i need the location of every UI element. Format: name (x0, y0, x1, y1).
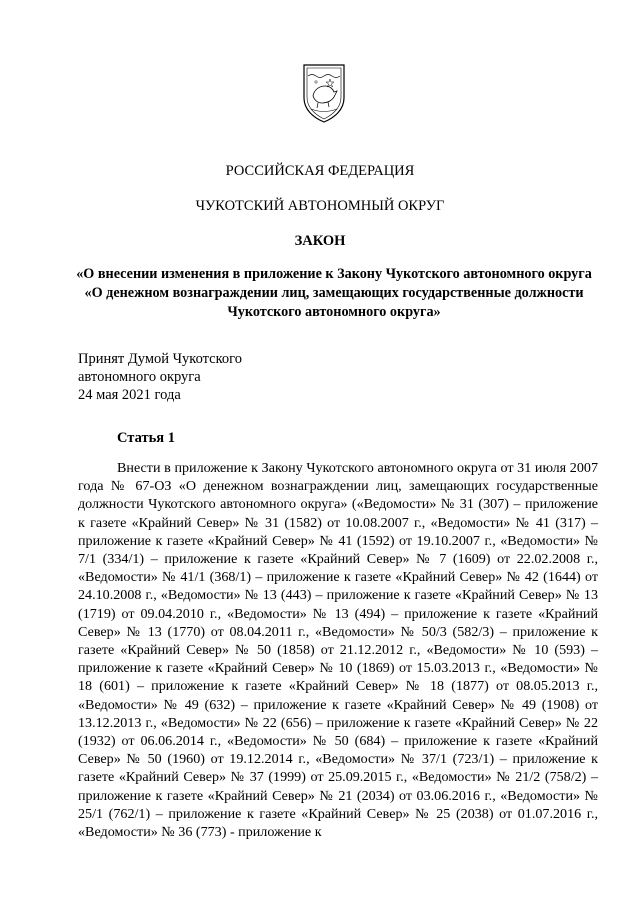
country-heading: РОССИЙСКАЯ ФЕДЕРАЦИЯ (225, 163, 415, 179)
document-type-heading: ЗАКОН (294, 233, 346, 249)
law-title: «О внесении изменения в приложение к Закону Чукотского автономного округа «О денежном вознаграждении лиц, замещающих государственные должности Чукотского автономного округа» (76, 266, 592, 320)
article-body-text: Внести в приложение к Закону Чукотского автономного округа от 31 июля 2007 года № 67-ОЗ «О денежном вознаграждении лиц, замещающих государственные должности Чукотского автономного округа» («Ведомости» № 31 (307) – приложение к газете «Крайний Север» № 31 (1582) от 10.08.2007 г., «Ведомости» № 41 (317) – приложение к газете «Крайний Север» № 41 (1592) от 19.10.2007 г., «Ведомости» № 7/1 (334/1) – приложение к газете «Крайний Север» № 7 (1609) от 22.02.2008 г., «Ведомости» № 41/1 (368/1) – приложение к газете «Крайний Север» № 42 (1644) от 24.10.2008 г., «Ведомости» № 13 (443) – приложение к газете «Крайний Север» № 13 (1719) от 09.04.2010 г., «Ведомости» № 13 (494) – приложение к газете «Крайний Север» № 13 (1770) от 08.04.2011 г., «Ведомости» № 50/3 (582/3) – приложение к газете «Крайний Север» № 50 (1858) от 21.12.2012 г., «Ведомости» № 10 (593) – приложение к газете «Крайний Север» № 10 (1869) от 15.03.2013 г., «Ведомости» № 18 (601) – приложение к газете «Крайний Север» № 18 (1877) от 08.05.2013 г., «Ведомости» № 49 (632) – приложение к газете «Крайний Север» № 49 (1908) от 13.12.2013 г., «Ведомости» № 22 (656) – приложение к газете «Крайний Север» № 22 (1932) от 06.06.2014 г., «Ведомости» № 50 (684) – приложение к газете «Крайний Север» № 50 (1960) от 19.12.2014 г., «Ведомости» № 37/1 (723/1) – приложение к газете «Крайний Север» № 37 (1999) от 25.09.2015 г., «Ведомости» № 21/2 (758/2) – приложение к газете «Крайний Север» № 21 (2034) от 03.06.2016 г., «Ведомости» № 25/1 (762/1) – приложение к газете «Крайний Север» № 25 (2038) от 01.07.2016 г., «Ведомости» № 36 (773) - приложение к (78, 460, 598, 841)
region-heading: ЧУКОТСКИЙ АВТОНОМНЫЙ ОКРУГ (195, 198, 445, 214)
coat-of-arms-icon (300, 62, 348, 124)
adoption-date: 24 мая 2021 года (78, 387, 181, 403)
adoption-block (78, 350, 242, 404)
adoption-line-1: Принят Думой Чукотского (78, 351, 243, 367)
article-heading: Статья 1 (117, 430, 175, 446)
adoption-line-2: автономного округа (78, 369, 201, 385)
